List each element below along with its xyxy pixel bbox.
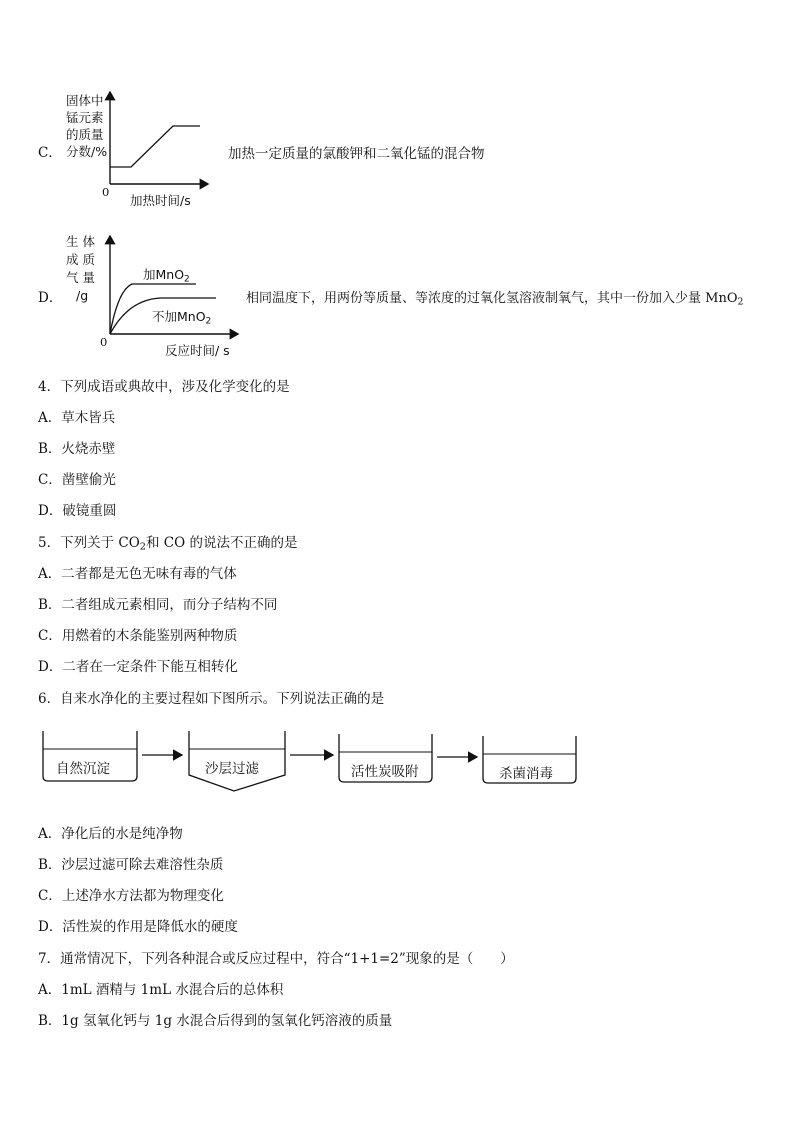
q5-option-c: C．用燃着的木条能鉴别两种物质 bbox=[38, 628, 238, 644]
q4-option-b: B．火烧赤壁 bbox=[38, 441, 116, 457]
q5-option-b: B．二者组成元素相同，而分子结构不同 bbox=[38, 597, 278, 613]
step-carbon-label: 活性炭吸附 bbox=[351, 764, 419, 780]
option-d-ylabel-line: 生 体 bbox=[66, 234, 95, 249]
option-d-ylabel-line: /g bbox=[76, 288, 89, 303]
q4-stem: 4．下列成语或典故中，涉及化学变化的是 bbox=[38, 379, 290, 395]
step-settling-label: 自然沉淀 bbox=[56, 761, 110, 777]
option-c-ylabel-line: 的质量 bbox=[66, 127, 104, 142]
option-d-curve2-text: 不加MnO bbox=[152, 309, 206, 324]
q6-option-a: A．净化后的水是纯净物 bbox=[38, 826, 183, 842]
option-c-origin: 0 bbox=[102, 185, 110, 199]
q5-option-d: D．二者在一定条件下能互相转化 bbox=[38, 659, 238, 675]
q5-stem-part: 和 CO 的说法不正确的是 bbox=[145, 535, 298, 551]
option-d-curve2-sub: 2 bbox=[205, 316, 212, 327]
q6-stem: 6．自来水净化的主要过程如下图所示。下列说法正确的是 bbox=[38, 691, 385, 707]
option-c-letter: C． bbox=[38, 145, 62, 161]
q5-option-a: A．二者都是无色无味有毒的气体 bbox=[38, 566, 237, 582]
option-d-ylabel-line: 成 质 bbox=[66, 252, 95, 267]
q6-option-c: C．上述净水方法都为物理变化 bbox=[38, 888, 224, 904]
step-filter-label: 沙层过滤 bbox=[205, 761, 259, 777]
option-d-ylabel-line: 气 量 bbox=[66, 270, 95, 285]
option-c-ylabel-line: 固体中 bbox=[66, 93, 104, 108]
q4-option-a: A．草木皆兵 bbox=[38, 410, 116, 426]
q7-stem: 7．通常情况下，下列各种混合或反应过程中，符合“1+1=2”现象的是（ ） bbox=[38, 951, 514, 967]
q6-option-b: B．沙层过滤可除去难溶性杂质 bbox=[38, 857, 224, 873]
q7-option-b: B．1g 氢氧化钙与 1g 水混合后得到的氢氧化钙溶液的质量 bbox=[38, 1013, 393, 1029]
option-c-ylabel-line: 锰元素 bbox=[66, 110, 104, 125]
q7-option-a: A．1mL 酒精与 1mL 水混合后的总体积 bbox=[38, 982, 284, 998]
option-d-curve1-sub: 2 bbox=[184, 274, 190, 285]
option-c-description: 加热一定质量的氯酸钾和二氧化锰的混合物 bbox=[228, 146, 485, 162]
option-d-xlabel: 反应时间/ s bbox=[165, 343, 230, 358]
q5-stem-part: 5．下列关于 CO bbox=[38, 535, 140, 551]
q4-option-d: D．破镜重圆 bbox=[38, 503, 117, 519]
q5-stem-sub: 2 bbox=[139, 541, 146, 553]
option-d-description-text: 相同温度下，用两份等质量、等浓度的过氧化氢溶液制氧气，其中一份加入少量 MnO bbox=[246, 291, 738, 306]
step-disinfect-label: 杀菌消毒 bbox=[499, 766, 553, 782]
option-d-origin: 0 bbox=[100, 335, 108, 349]
q4-option-c: C．凿壁偷光 bbox=[38, 472, 116, 488]
option-c-ylabel-line: 分数/% bbox=[66, 144, 108, 159]
option-d-letter: D． bbox=[38, 290, 63, 306]
option-d-description-sub: 2 bbox=[737, 296, 744, 308]
option-c-xlabel: 加热时间/s bbox=[130, 193, 191, 208]
option-d-curve1-text: 加MnO bbox=[143, 267, 185, 282]
q6-option-d: D．活性炭的作用是降低水的硬度 bbox=[38, 919, 238, 935]
